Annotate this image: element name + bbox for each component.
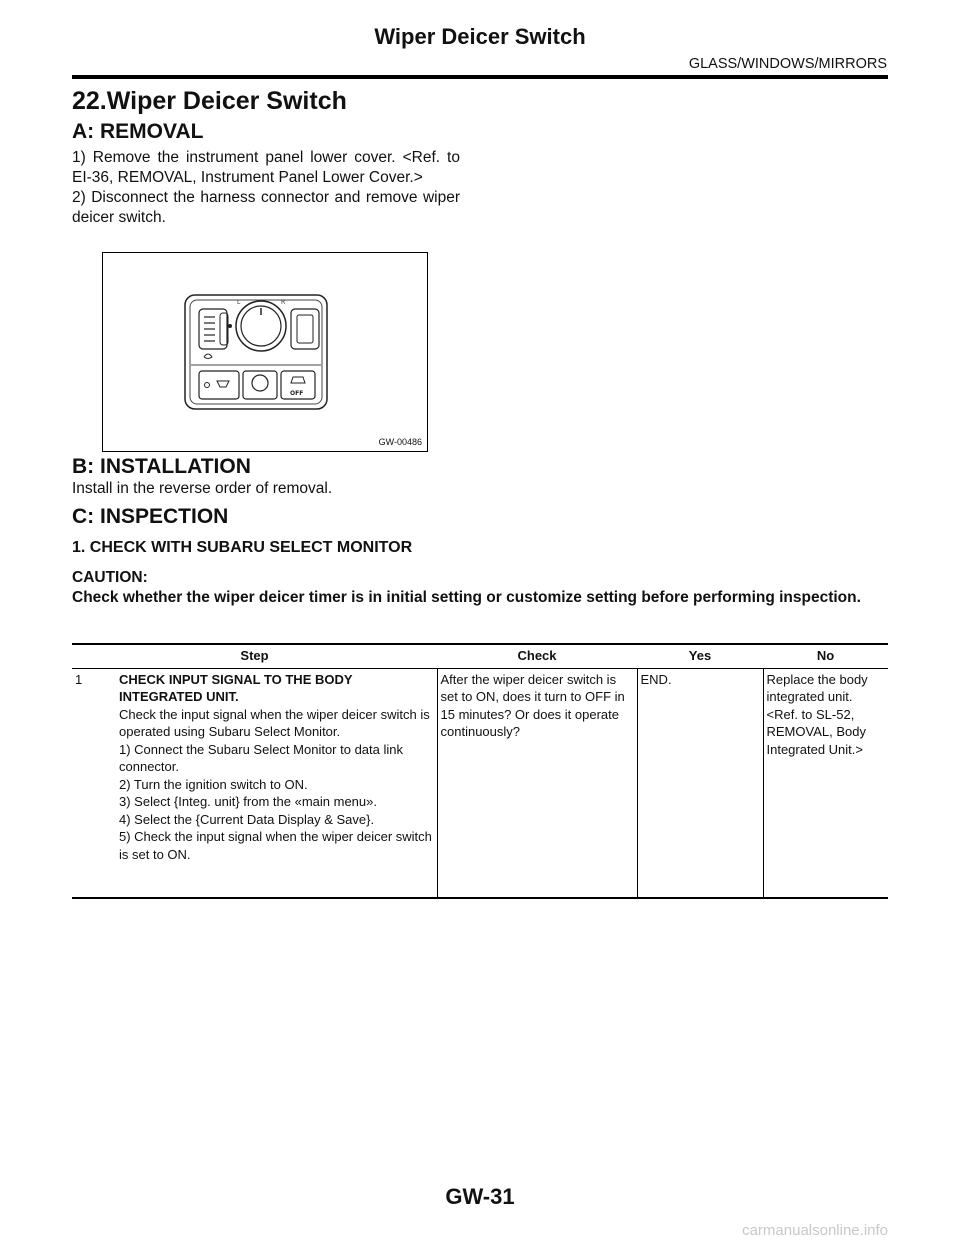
header-yes: Yes <box>637 644 763 668</box>
step-sub-5: 5) Check the input signal when the wiper deicer switch is set to ON. <box>119 829 432 862</box>
knob-left-mark: L <box>237 299 241 306</box>
step-description: Check the input signal when the wiper deicer switch is operated using Subaru Select Monitor. <box>119 706 430 739</box>
knob-right-mark: R <box>281 299 286 306</box>
button-off-label: OFF <box>290 390 304 397</box>
header-step: Step <box>72 644 437 668</box>
caution-note <box>72 568 888 608</box>
watermark: carmanualsonline.info <box>742 1222 888 1239</box>
step-title: CHECK INPUT SIGNAL TO THE BODY INTEGRATED UNIT. <box>119 671 353 704</box>
caution-text: Check whether the wiper deicer timer is in initial setting or customize setting before performing inspection. <box>72 589 861 606</box>
figure-code: GW-00486 <box>378 437 422 447</box>
inspection-subheading: 1. CHECK WITH SUBARU SELECT MONITOR <box>72 539 413 556</box>
removal-step-1: 1) Remove the instrument panel lower cover. <Ref. to EI-36, REMOVAL, Instrument Panel Lower Cover.> <box>72 149 460 186</box>
switch-panel-illustration <box>103 253 427 451</box>
cell-yes: END. <box>637 668 763 898</box>
step-number: 1 <box>75 671 83 687</box>
step-sub-3: 3) Select {Integ. unit} from the «main menu». <box>119 794 377 809</box>
header-divider <box>72 75 888 79</box>
step-sub-1: 1) Connect the Subaru Select Monitor to data link connector. <box>119 741 403 774</box>
removal-step-2: 2) Disconnect the harness connector and remove wiper deicer switch. <box>72 189 460 226</box>
cell-check: After the wiper deicer switch is set to ON, does it turn to OFF in 15 minutes? Or does it operate continuously? <box>437 668 637 898</box>
header-no: No <box>763 644 888 668</box>
page-number: GW-31 <box>445 1184 515 1209</box>
table-row <box>72 668 888 898</box>
cell-step <box>72 668 437 898</box>
switch-panel-figure <box>102 252 428 452</box>
header-check: Check <box>437 644 637 668</box>
installation-text: Install in the reverse order of removal. <box>72 480 333 497</box>
inspection-heading: C: INSPECTION <box>72 505 229 528</box>
removal-heading: A: REMOVAL <box>72 120 204 143</box>
installation-heading: B: INSTALLATION <box>72 455 251 478</box>
removal-steps <box>72 148 460 228</box>
section-title: 22.Wiper Deicer Switch <box>72 87 347 115</box>
table-header-row <box>72 644 888 668</box>
page-header-category: GLASS/WINDOWS/MIRRORS <box>688 56 887 72</box>
cell-no: Replace the body integrated unit. <Ref. to SL-52, REMOVAL, Body Integrated Unit.> <box>763 668 888 898</box>
inspection-table <box>72 643 888 899</box>
step-sub-4: 4) Select the {Current Data Display & Save}. <box>119 811 375 827</box>
page-header-title: Wiper Deicer Switch <box>374 24 586 49</box>
caution-label: CAUTION: <box>72 569 148 586</box>
step-sub-2: 2) Turn the ignition switch to ON. <box>119 776 308 792</box>
